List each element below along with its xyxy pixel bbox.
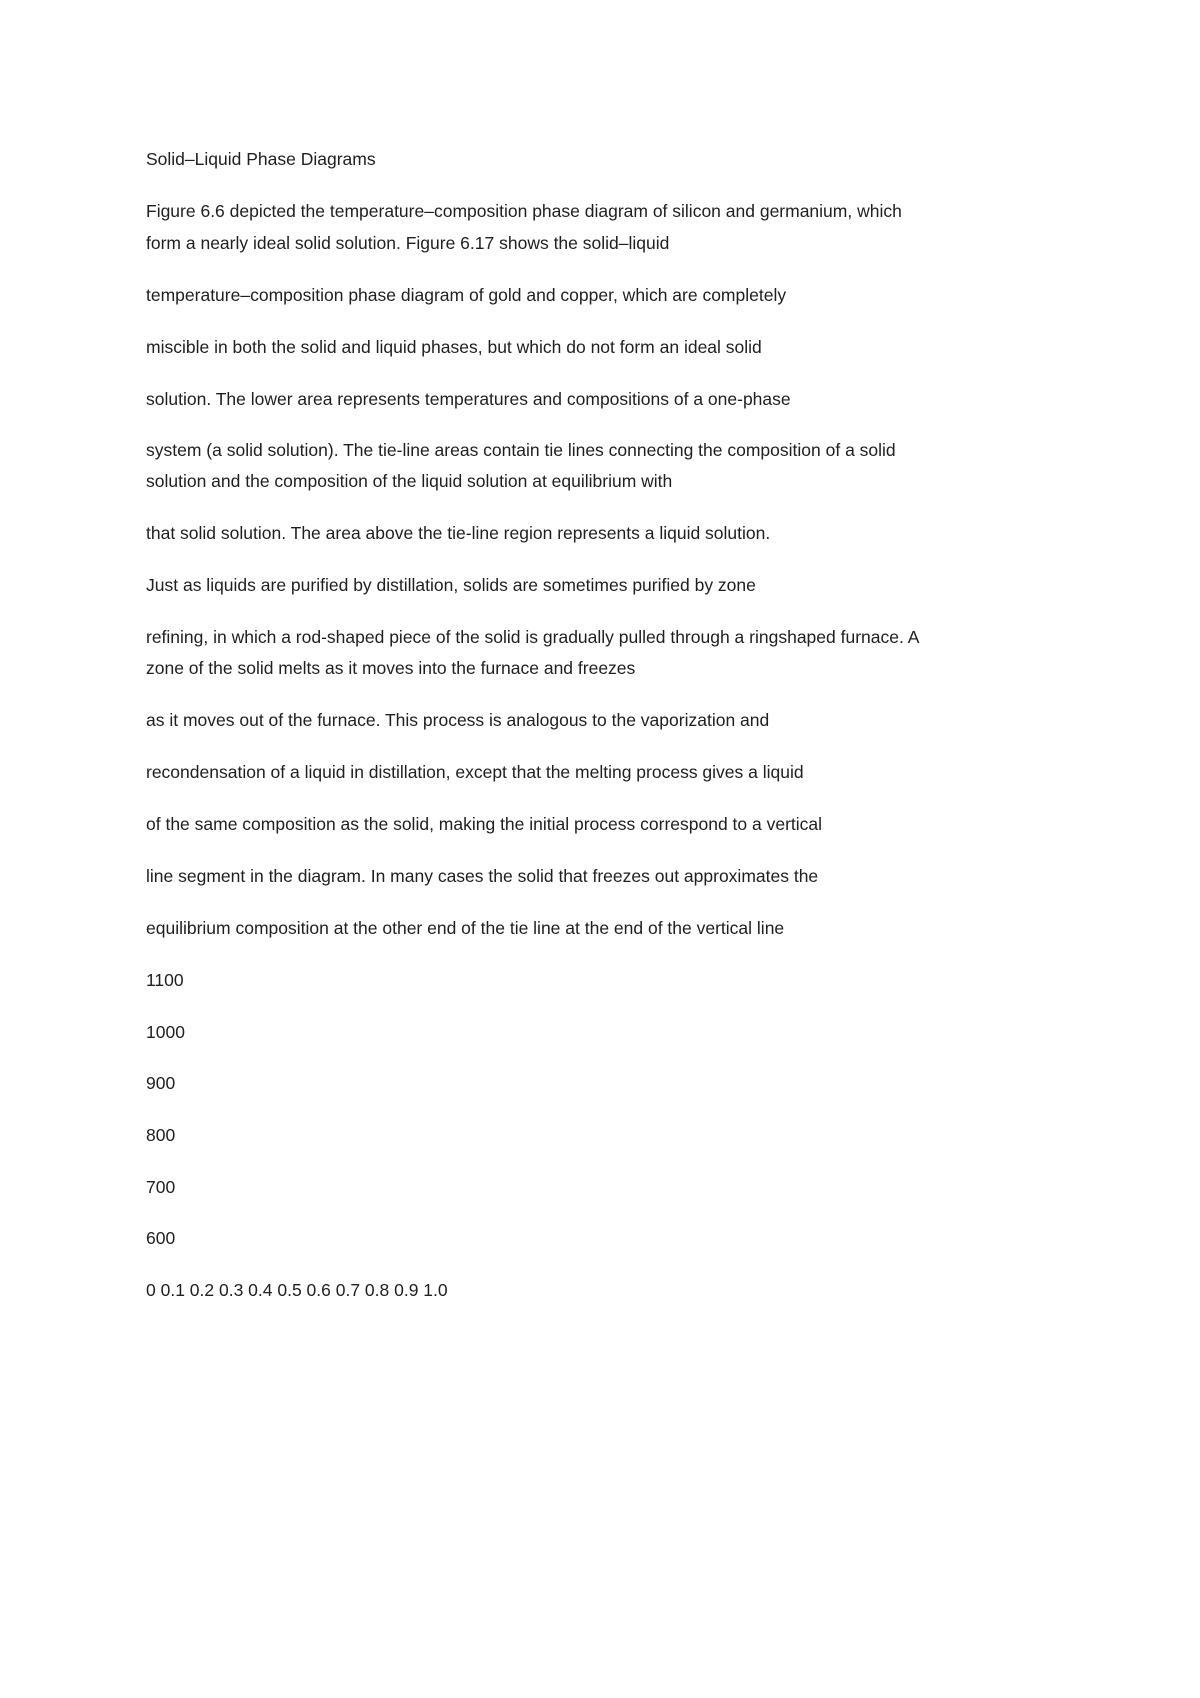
paragraph-line: miscible in both the solid and liquid phases, but which do not form an ideal solid (146, 337, 762, 357)
axis-value-line: 700 (146, 1177, 176, 1197)
axis-value-line: 800 (146, 1125, 176, 1145)
document-title: Solid–Liquid Phase Diagrams (146, 149, 376, 169)
paragraph-line: recondensation of a liquid in distillation, except that the melting process gives a liquid (146, 762, 804, 782)
paragraph-line: equilibrium composition at the other end of the tie line at the end of the vertical line (146, 918, 785, 938)
paragraph-line: as it moves out of the furnace. This process is analogous to the vaporization and (146, 710, 770, 730)
paragraph-line: solution. The lower area represents temperatures and compositions of a one-phase (146, 389, 791, 409)
paragraph-line: form a nearly ideal solid solution. Figure 6.17 shows the solid–liquid (146, 233, 670, 253)
paragraph-line: line segment in the diagram. In many cases the solid that freezes out approximates the (146, 866, 819, 886)
axis-value-line: 1000 (146, 1022, 185, 1042)
paragraph-line: of the same composition as the solid, making the initial process correspond to a vertical (146, 814, 823, 834)
paragraph-line: refining, in which a rod-shaped piece of the solid is gradually pulled through a ringshaped furnace. A (146, 627, 920, 647)
paragraph-line: solution and the composition of the liquid solution at equilibrium with (146, 471, 673, 491)
axis-value-line: 600 (146, 1228, 176, 1248)
x-axis-values-line: 0 0.1 0.2 0.3 0.4 0.5 0.6 0.7 0.8 0.9 1.0 (146, 1280, 448, 1300)
axis-value-line: 900 (146, 1073, 176, 1093)
axis-value-line: 1100 (146, 970, 184, 990)
paragraph-line: temperature–composition phase diagram of gold and copper, which are completely (146, 285, 787, 305)
paragraph-line: system (a solid solution). The tie-line areas contain tie lines connecting the composition of a solid (146, 440, 896, 460)
paragraph-line: that solid solution. The area above the tie-line region represents a liquid solution. (146, 523, 771, 543)
paragraph-line: Figure 6.6 depicted the temperature–composition phase diagram of silicon and germanium, which (146, 201, 902, 221)
paragraph-line: Just as liquids are purified by distillation, solids are sometimes purified by zone (146, 575, 756, 595)
paragraph-line: zone of the solid melts as it moves into the furnace and freezes (146, 658, 636, 678)
